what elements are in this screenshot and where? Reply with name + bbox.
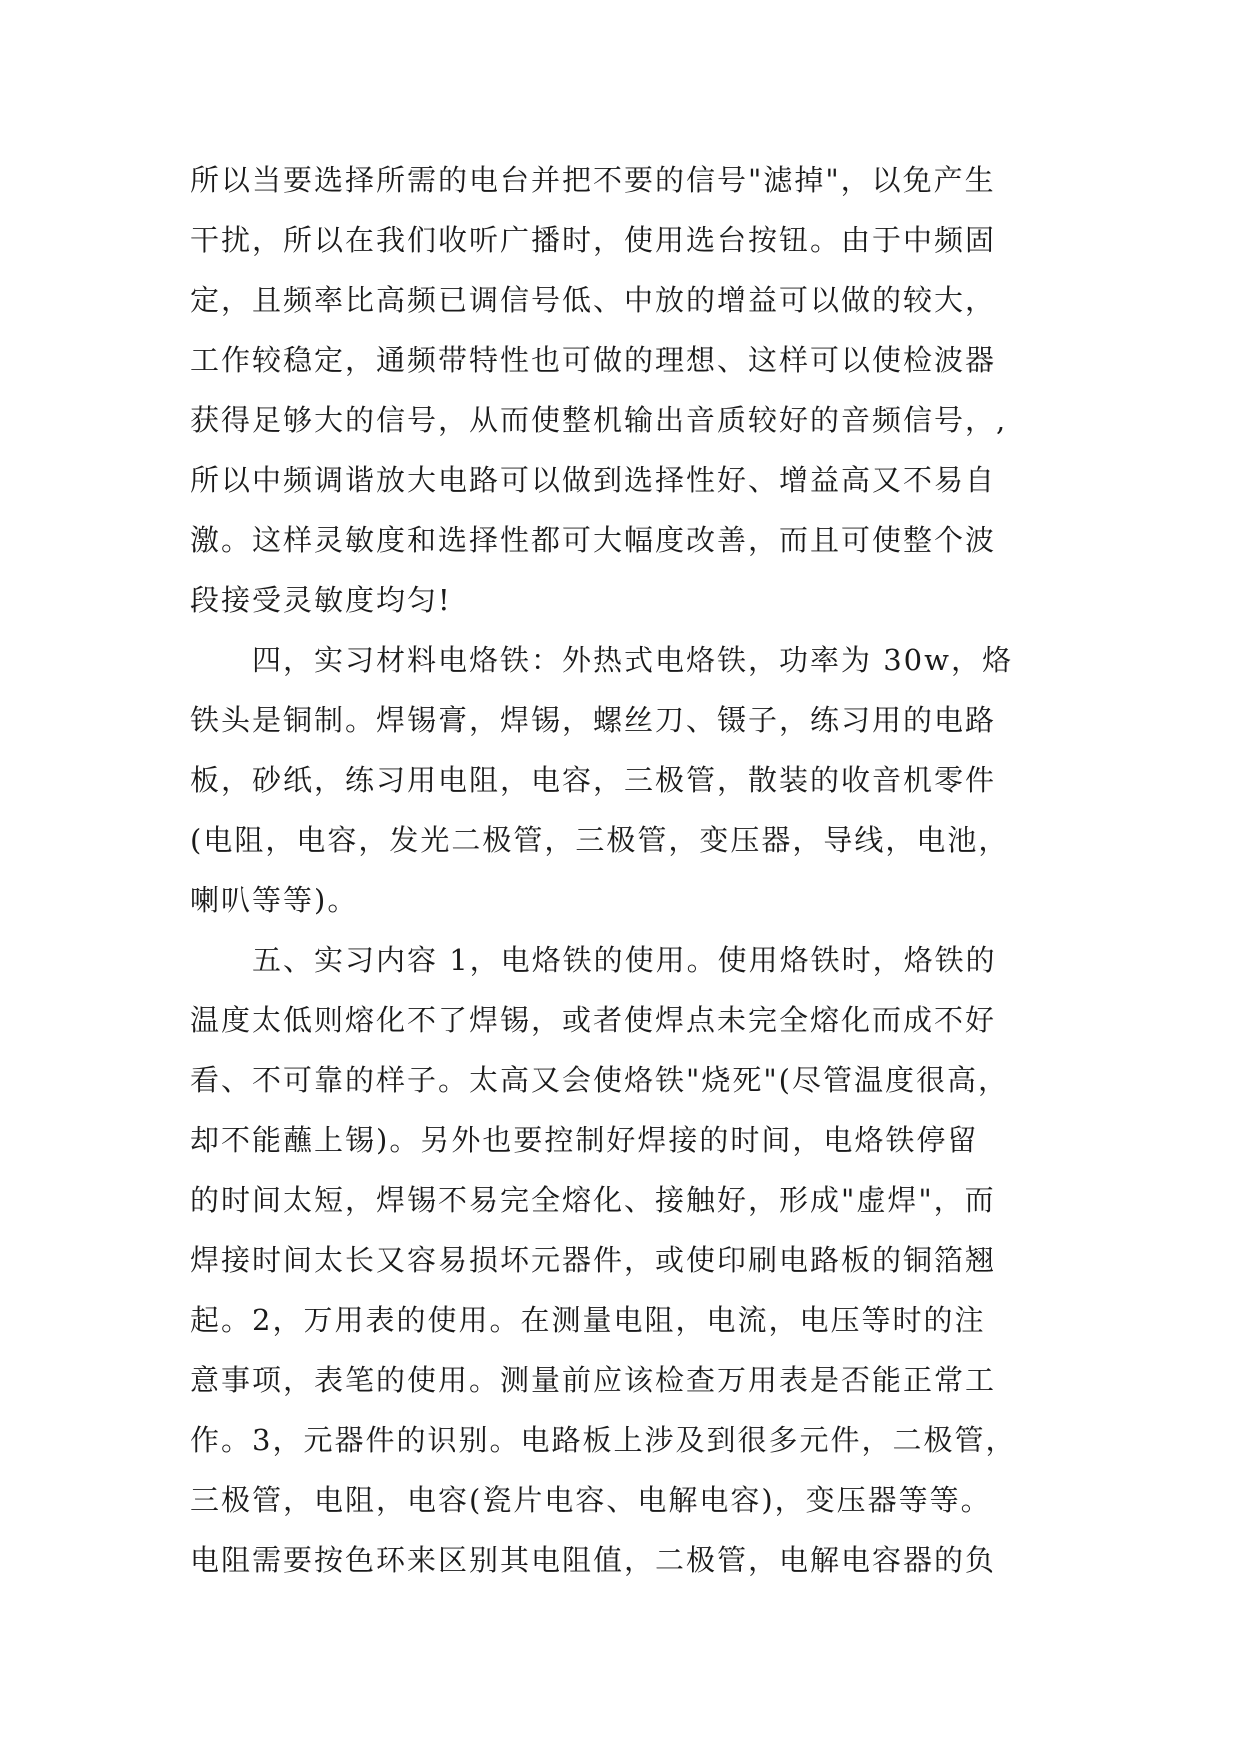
text-line: 所以当要选择所需的电台并把不要的信号"滤掉"，以免产生 xyxy=(190,163,996,197)
text-line: 却不能蘸上锡)。另外也要控制好焊接的时间，电烙铁停留 xyxy=(190,1123,979,1157)
text-line: 电阻需要按色环来区别其电阻值，二极管，电解电容器的负 xyxy=(190,1543,997,1577)
text-line: 三极管，电阻，电容(瓷片电容、电解电容)，变压器等等。 xyxy=(190,1483,992,1517)
text-line: 干扰，所以在我们收听广播时，使用选台按钮。由于中频固 xyxy=(190,223,997,257)
text-line: 看、不可靠的样子。太高又会使烙铁"烧死"(尽管温度很高， xyxy=(190,1063,1009,1097)
text-line: 铁头是铜制。焊锡膏，焊锡，螺丝刀、镊子，练习用的电路 xyxy=(190,703,997,737)
text-line: 所以中频调谐放大电路可以做到选择性好、增益高又不易自 xyxy=(190,463,997,497)
text-line: 段接受灵敏度均匀! xyxy=(190,583,452,617)
text-line: 板，砂纸，练习用电阻，电容，三极管，散装的收音机零件 xyxy=(190,763,997,797)
text-line: 作。3，元器件的识别。电路板上涉及到很多元件，二极管， xyxy=(190,1423,1017,1457)
text-line: 焊接时间太长又容易损坏元器件，或使印刷电路板的铜箔翘 xyxy=(190,1243,997,1277)
text-line: 喇叭等等)。 xyxy=(190,883,359,917)
text-line: 起。2，万用表的使用。在测量电阻，电流，电压等时的注 xyxy=(190,1303,986,1337)
body-text xyxy=(190,150,1070,1590)
text-line: (电阻，电容，发光二极管，三极管，变压器，导线，电池， xyxy=(190,823,1010,857)
text-line: 四，实习材料电烙铁：外热式电烙铁，功率为 30w，烙 xyxy=(190,643,1013,677)
text-line: 工作较稳定，通频带特性也可做的理想、这样可以使检波器 xyxy=(190,343,997,377)
text-line: 温度太低则熔化不了焊锡，或者使焊点未完全熔化而成不好 xyxy=(190,1003,997,1037)
text-line: 的时间太短，焊锡不易完全熔化、接触好，形成"虚焊"，而 xyxy=(190,1183,996,1217)
text-line: 五、实习内容 1，电烙铁的使用。使用烙铁时，烙铁的 xyxy=(190,943,997,977)
text-line: 激。这样灵敏度和选择性都可大幅度改善，而且可使整个波 xyxy=(190,523,997,557)
text-line: 意事项，表笔的使用。测量前应该检查万用表是否能正常工 xyxy=(190,1363,997,1397)
text-line: 定，且频率比高频已调信号低、中放的增益可以做的较大， xyxy=(190,283,997,317)
text-line: 获得足够大的信号，从而使整机输出音质较好的音频信号，, xyxy=(190,403,1008,437)
